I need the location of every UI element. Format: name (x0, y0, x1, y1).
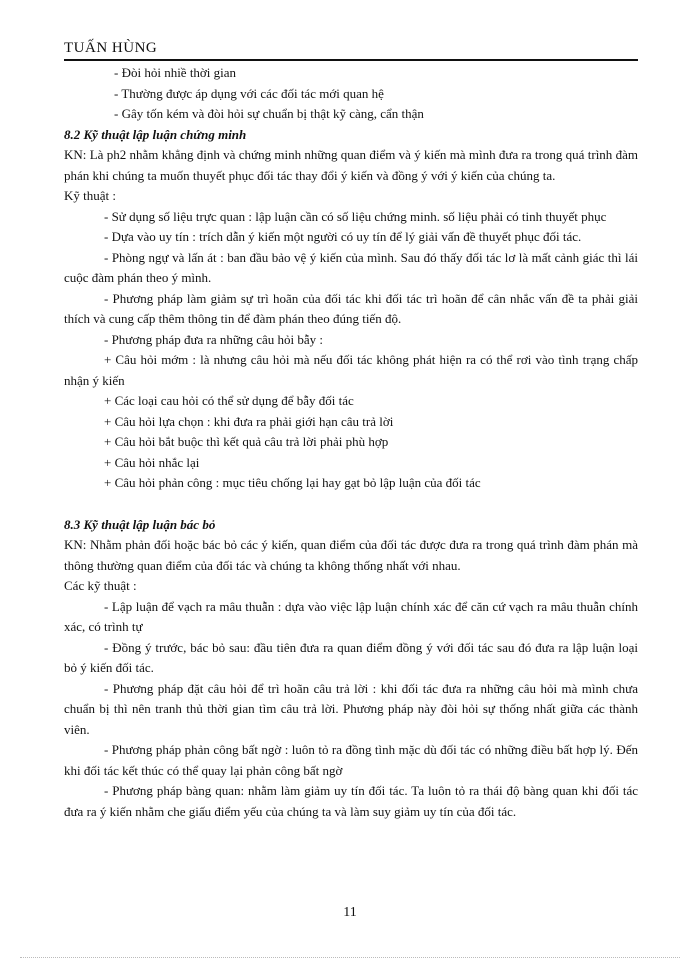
technique-item: - Phương pháp đưa ra những câu hỏi bẫy : (104, 331, 323, 347)
intro-item: - Gây tốn kém và đòi hỏi sự chuẩn bị thật kỹ càng, cẩn thận (114, 106, 424, 121)
technique-item: - Phòng ngự và lấn át : ban đầu bảo vệ ý kiến của mình. Sau đó thấy đối tác lơ là mất cảnh giác thì lái cuộc đàm phán theo ý mình. (64, 249, 638, 285)
section-heading-8-3: 8.3 Kỹ thuật lập luận bác bỏ (64, 516, 216, 532)
page-content (64, 63, 638, 822)
question-item: + Các loại cau hỏi có thể sử dụng để bẫy đối tác (104, 393, 354, 408)
page-bottom-border (20, 957, 680, 958)
definition-8-2: KN: Là ph2 nhằm khẳng định và chứng minh những quan điểm và ý kiến mà mình đưa ra trong quá trình đàm phán khi chúng ta muốn thuyết phục đối tác thay đổi ý kiến và đồng ý với ý kiến của chúng ta. (64, 147, 638, 183)
technique-item: - Phương pháp bàng quan: nhằm làm giảm uy tín đối tác. Ta luôn tỏ ra thái độ bàng quan khi đối tác đưa ra ý kiến nhằm che giấu điểm yếu của chúng ta và làm suy giảm uy tín của đối tác. (64, 783, 638, 819)
question-item: + Câu hỏi bắt buộc thì kết quả câu trả lời phải phù hợp (104, 434, 389, 449)
technique-item: - Dựa vào uy tín : trích dẫn ý kiến một người có uy tín để lý giải vấn đề thuyết phục đối tác. (104, 229, 582, 244)
section-heading-8-2: 8.2 Kỹ thuật lập luận chứng minh (64, 126, 247, 142)
page-number: 11 (343, 905, 357, 920)
techniques-label-8-2: Kỹ thuật : (64, 188, 116, 203)
section-spacer (64, 494, 638, 515)
question-item: + Câu hỏi lựa chọn : khi đưa ra phải giới hạn câu trả lời (104, 413, 394, 429)
technique-item: - Phương pháp phản công bất ngờ : luôn tỏ ra đồng tình mặc dù đối tác có những điều bất hợp lý. Đến khi đối tác kết thúc có thể quay lại phản công bất ngờ (64, 742, 638, 778)
question-item: + Câu hỏi mớm : là nhưng câu hỏi mà nếu đối tác không phát hiện ra có thể rơi vào tình trạng chấp nhận ý kiến (64, 352, 638, 388)
techniques-label-8-3: Các kỹ thuật : (64, 578, 137, 593)
header-divider (64, 59, 638, 61)
question-item: + Câu hỏi nhắc lại (104, 454, 200, 470)
technique-item: - Lập luận để vạch ra mâu thuẫn : dựa vào việc lập luận chính xác để căn cứ vạch ra mâu thuẫn chính xác, có trình tự (64, 598, 638, 634)
question-item: + Câu hỏi phản công : mục tiêu chống lại hay gạt bỏ lập luận của đối tác (104, 475, 481, 490)
technique-item: - Đồng ý trước, bác bỏ sau: đầu tiên đưa ra quan điểm đồng ý với đối tác sau đó đưa ra lập luận loại bỏ ý kiến đối tác. (64, 639, 638, 675)
intro-item: - Thường được áp dụng với các đối tác mới quan hệ (114, 85, 384, 101)
technique-item: - Phương pháp đặt câu hỏi để trì hoãn câu trả lời : khi đối tác đưa ra những câu hỏi mà mình chưa chuẩn bị thì nên tranh thủ thời gian tìm câu trả lời. Phương pháp này đòi hỏi sự thống nhất giữa các thành viên. (64, 680, 638, 737)
technique-item: - Phương pháp làm giảm sự trì hoãn của đối tác khi đối tác trì hoãn để cân nhắc vấn đề ta phải giải thích và cung cấp thêm thông tin để đàm phán theo đúng tiến độ. (64, 290, 638, 326)
intro-item: - Đòi hỏi nhiề thời gian (114, 65, 237, 80)
page-header: TUẤN HÙNG (64, 40, 158, 56)
definition-8-3: KN: Nhằm phản đối hoặc bác bỏ các ý kiến, quan điểm của đối tác được đưa ra trong quá trình đàm phán mà thông thường quan điểm của đối tác và chúng ta không thống nhất với nhau. (64, 537, 638, 573)
technique-item: - Sử dụng số liệu trực quan : lập luận cần có số liệu chứng minh. số liệu phải có tinh thuyết phục (104, 208, 607, 224)
